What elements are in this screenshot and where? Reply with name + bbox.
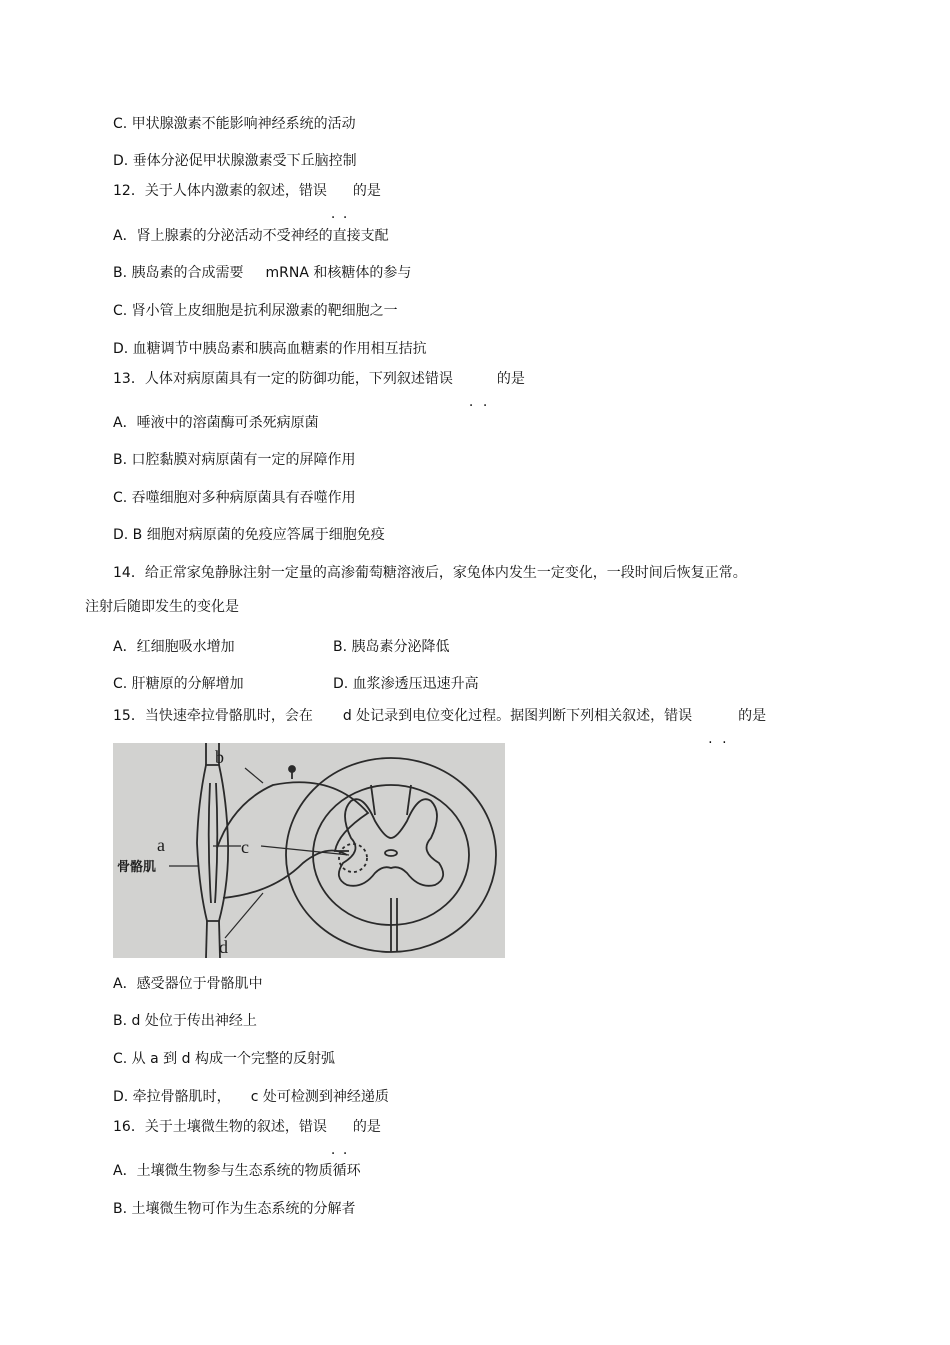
q15-option-c: C. 从 a 到 d 构成一个完整的反射弧 bbox=[113, 1051, 335, 1067]
q16-option-b: B. 土壤微生物可作为生态系统的分解者 bbox=[113, 1201, 356, 1217]
q14-option-a: A．红细胞吸水增加 bbox=[113, 639, 235, 655]
q11-option-c: C. 甲状腺激素不能影响神经系统的活动 bbox=[113, 116, 356, 132]
q13-option-d: D. B 细胞对病原菌的免疫应答属于细胞免疫 bbox=[113, 527, 385, 543]
q16-option-a: A．土壤微生物参与生态系统的物质循环 bbox=[113, 1163, 361, 1179]
q15-stem-mid: d 处记录到电位变化过程。据图判断下列相关叙述，错误 bbox=[342, 708, 693, 724]
q16-stem: 16．关于土壤微生物的叙述，错误 . . 的是 bbox=[113, 1119, 381, 1158]
q15-stem: 15．当快速牵拉骨骼肌时，会在 d 处记录到电位变化过程。据图判断下列相关叙述，错误 . . 的是 bbox=[113, 708, 767, 747]
q14-stem-line1: 14．给正常家兔静脉注射一定量的高渗葡萄糖溶液后，家兔体内发生一定变化，一段时间后恢复正常。 bbox=[113, 565, 747, 581]
q14-stem-line2: 注射后随即发生的变化是 bbox=[85, 599, 239, 615]
q12-stem-tail: 的是 bbox=[352, 183, 381, 199]
q14-option-b: B. 胰岛素分泌降低 bbox=[333, 639, 450, 655]
q16-stem-tail: 的是 bbox=[352, 1119, 381, 1135]
q14-option-c: C. 肝糖原的分解增加 bbox=[113, 676, 244, 692]
synapse-region bbox=[339, 844, 367, 872]
efferent-nerve bbox=[223, 851, 347, 899]
q13-stem-tail: 的是 bbox=[496, 371, 525, 387]
q15-stem-text: 15．当快速牵拉骨骼肌时，会在 bbox=[113, 708, 313, 724]
reflex-arc-figure bbox=[113, 743, 505, 958]
label-a: a bbox=[157, 835, 165, 855]
q13-stem-text: 13．人体对病原菌具有一定的防御功能，下列叙述错误 bbox=[113, 371, 453, 387]
label-b: b bbox=[215, 747, 224, 767]
q14-option-d: D. 血浆渗透压迅速升高 bbox=[333, 676, 479, 692]
q12-option-b bbox=[113, 264, 411, 282]
q13-option-b: B. 口腔黏膜对病原菌有一定的屏障作用 bbox=[113, 452, 356, 468]
q12-stem: 12．关于人体内激素的叙述，错误 . . 的是 bbox=[113, 183, 381, 222]
q15-option-a: A．感受器位于骨骼肌中 bbox=[113, 976, 263, 992]
label-d: d bbox=[219, 937, 228, 957]
q12-option-c: C. 肾小管上皮细胞是抗利尿激素的靶细胞之一 bbox=[113, 303, 398, 319]
q15-option-b: B. d 处位于传出神经上 bbox=[113, 1013, 257, 1029]
q12-stem-text: 12．关于人体内激素的叙述，错误 bbox=[113, 183, 327, 199]
q12-option-d: D. 血糖调节中胰岛素和胰高血糖素的作用相互拮抗 bbox=[113, 341, 427, 357]
q15-option-d bbox=[113, 1088, 389, 1106]
label-c: c bbox=[241, 837, 249, 857]
q16-stem-text: 16．关于土壤微生物的叙述，错误 bbox=[113, 1119, 327, 1135]
q13-option-a: A．唾液中的溶菌酶可杀死病原菌 bbox=[113, 415, 319, 431]
q12-option-b-tail: mRNA 和核糖体的参与 bbox=[265, 265, 412, 281]
q13-stem: 13．人体对病原菌具有一定的防御功能，下列叙述错误 . . 的是 bbox=[113, 371, 525, 410]
q15-option-d-text: D. 牵拉骨骼肌时， bbox=[113, 1089, 231, 1105]
q12-option-a: A．肾上腺素的分泌活动不受神经的直接支配 bbox=[113, 228, 389, 244]
q13-option-c: C. 吞噬细胞对多种病原菌具有吞噬作用 bbox=[113, 490, 356, 506]
q11-option-d: D. 垂体分泌促甲状腺激素受下丘脑控制 bbox=[113, 153, 357, 169]
q15-option-d-tail: c 处可检测到神经递质 bbox=[250, 1089, 389, 1105]
q12-option-b-text: B. 胰岛素的合成需要 bbox=[113, 265, 244, 281]
label-muscle: 骨骼肌 bbox=[117, 860, 157, 875]
q15-stem-tail: 的是 bbox=[738, 708, 767, 724]
